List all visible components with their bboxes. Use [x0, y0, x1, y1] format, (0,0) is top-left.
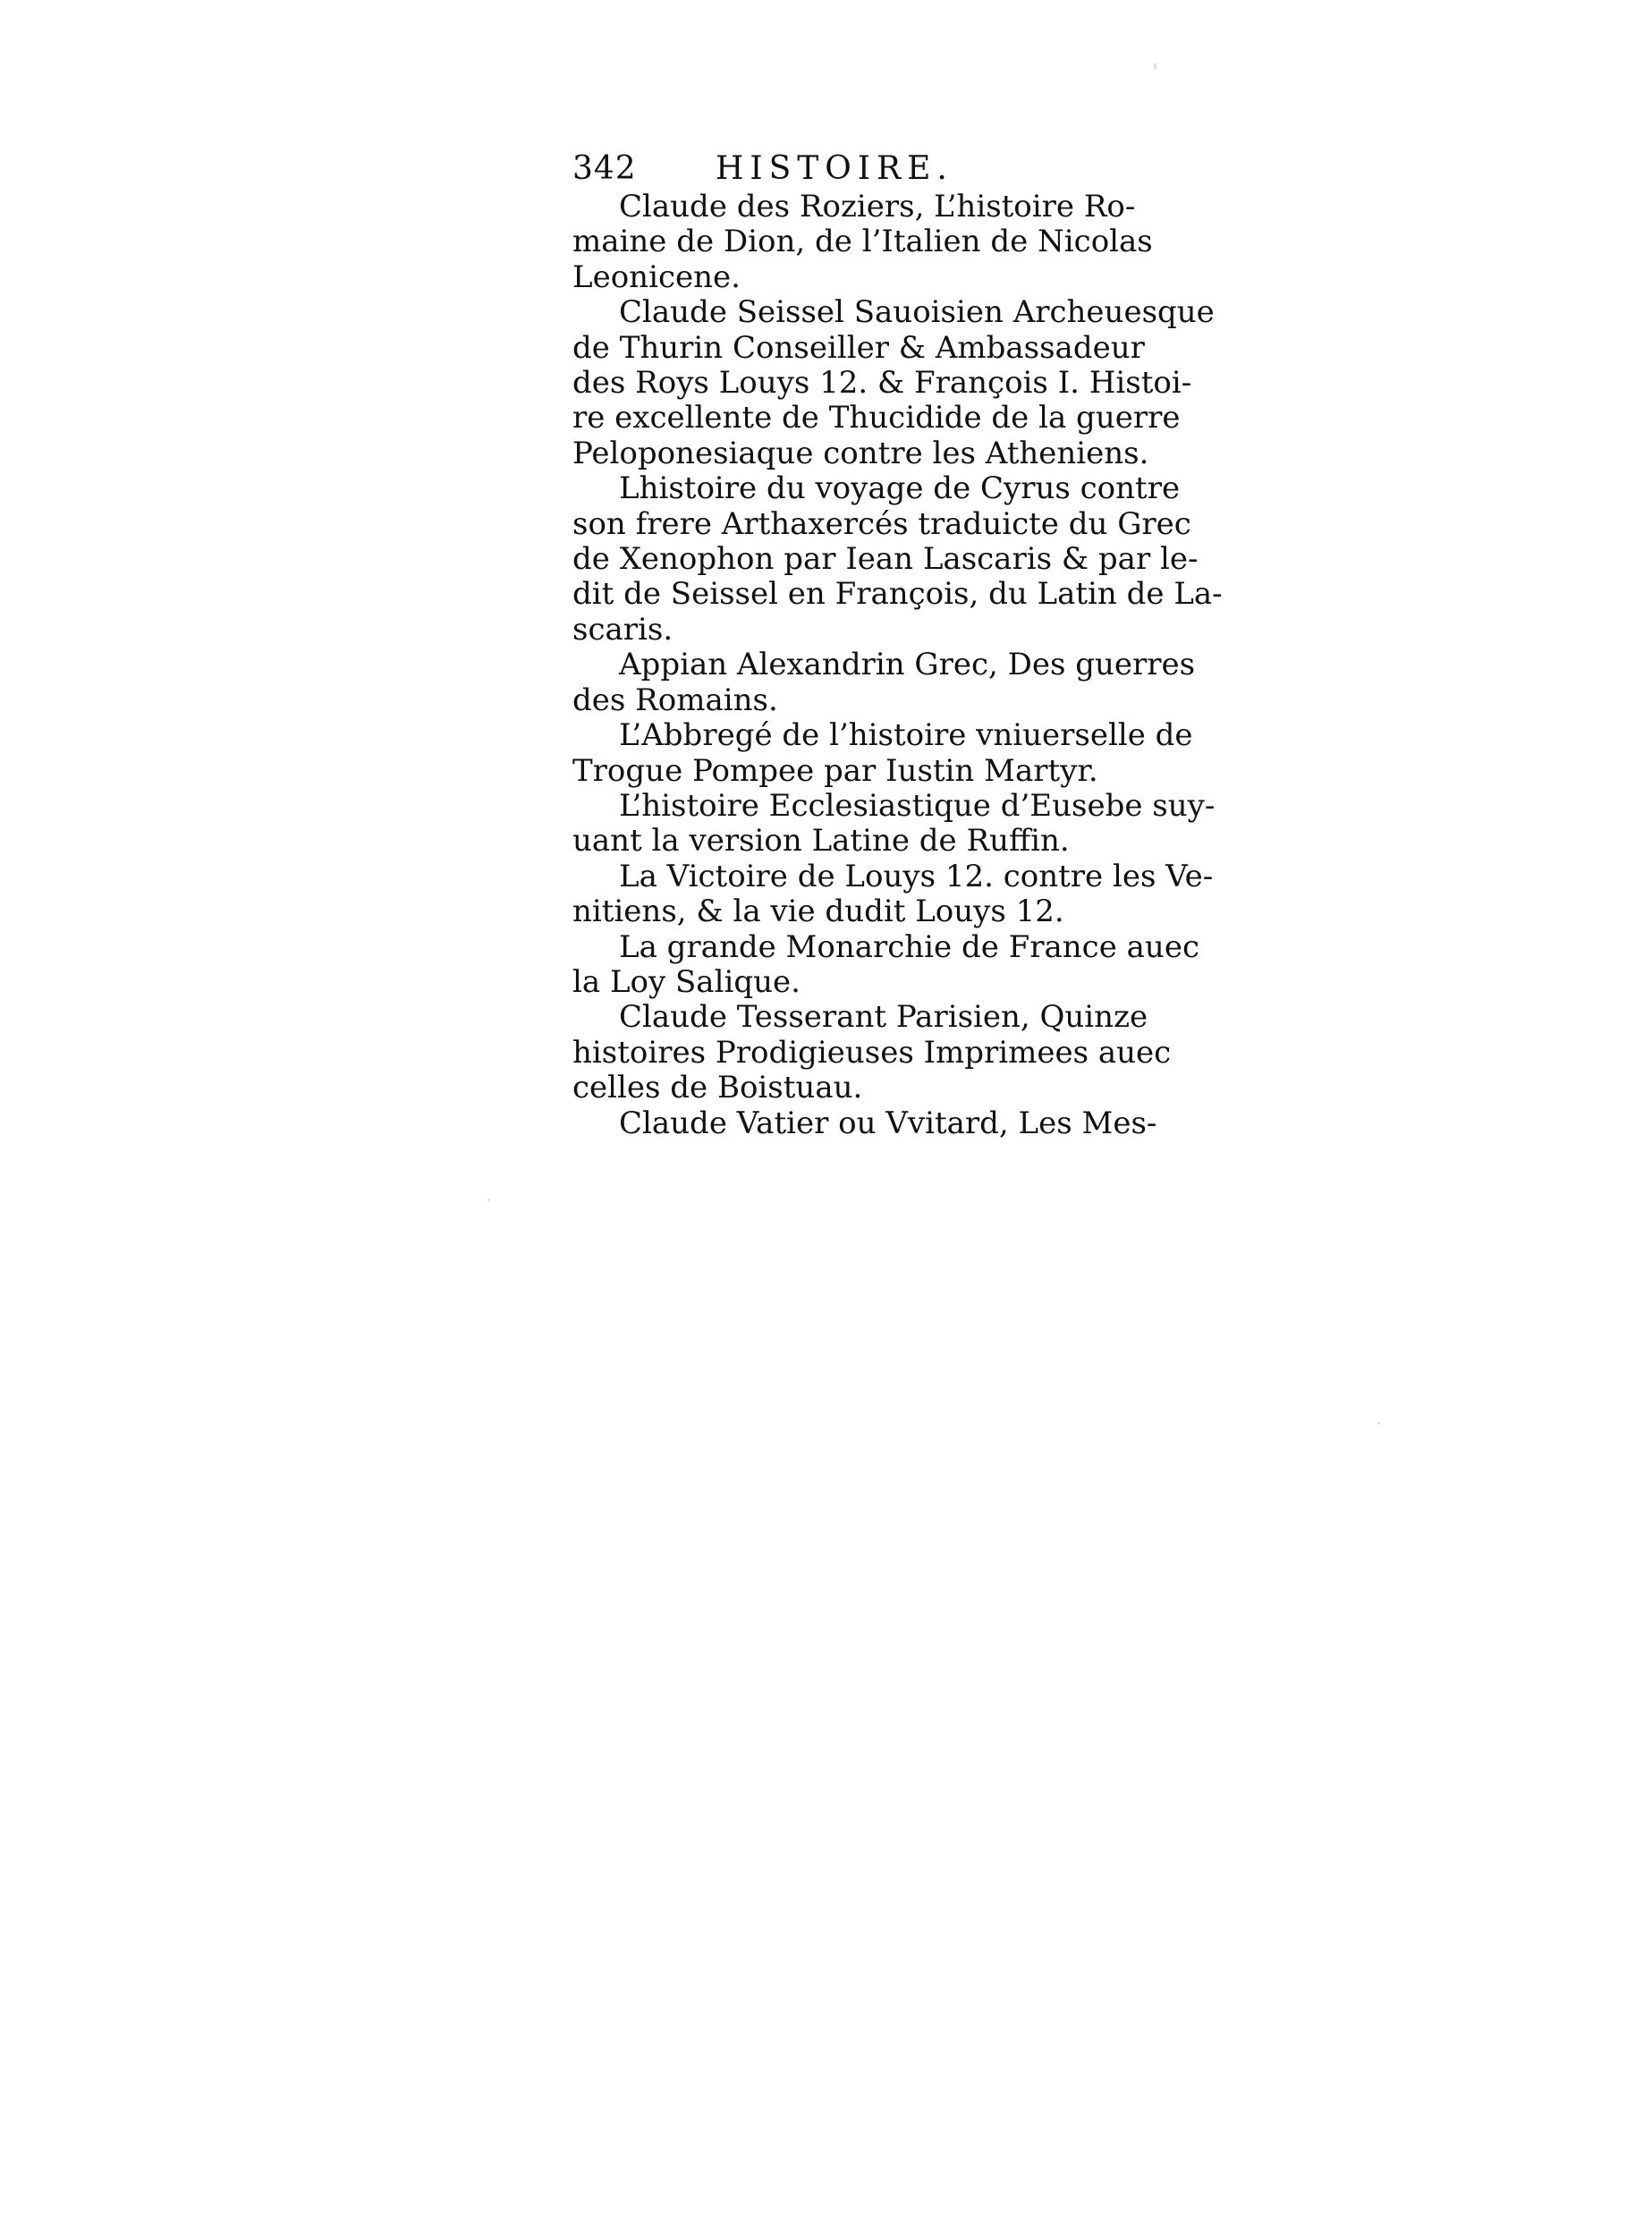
text-line: Claude Vatier ou Vvitard, Les Mes- [619, 1105, 1157, 1141]
text-line: dit de Seissel en François, du Latin de La- [572, 576, 1223, 613]
text-line: son frere Arthaxercés traduicte du Grec [572, 505, 1191, 542]
text-line: uant la version Latine de Ruffin. [572, 823, 1070, 860]
page-header [572, 148, 1120, 190]
text-line: Peloponesiaque contre les Atheniens. [572, 435, 1149, 471]
text-block [572, 148, 1223, 1141]
text-line: La grande Monarchie de France auec [619, 928, 1199, 965]
text-line: scaris. [572, 611, 674, 648]
text-line: La Victoire de Louys 12. contre les Ve- [619, 858, 1214, 894]
text-line: Appian Alexandrin Grec, Des guerres [619, 647, 1196, 683]
running-title: HISTOIRE. [716, 150, 953, 187]
text-line: des Roys Louys 12. & François I. Histoi- [572, 365, 1192, 402]
text-line: Leonicene. [572, 258, 741, 295]
text-line: des Romains. [572, 682, 778, 718]
text-line: de Xenophon par Iean Lascaris & par le- [572, 541, 1199, 578]
text-line: Claude Tesserant Parisien, Quinze [619, 999, 1148, 1036]
text-line: L’Abbregé de l’histoire vniuerselle de [619, 717, 1193, 754]
paper-speck [1377, 1422, 1380, 1425]
body-text [572, 189, 1223, 1141]
paper-speck [1154, 63, 1156, 70]
text-line: la Loy Salique. [572, 963, 801, 1000]
text-line: nitiens, & la vie dudit Louys 12. [572, 894, 1064, 930]
text-line: celles de Boistuau. [572, 1070, 863, 1106]
text-line: Trogue Pompee par Iustin Martyr. [572, 752, 1098, 789]
text-line: Claude des Roziers, L’histoire Ro- [619, 189, 1136, 224]
paper-speck [487, 1198, 490, 1201]
text-line: L’histoire Ecclesiastique d’Eusebe suy- [619, 787, 1216, 824]
text-line: histoires Prodigieuses Imprimees auec [572, 1034, 1172, 1071]
text-line: de Thurin Conseiller & Ambassadeur [572, 329, 1145, 366]
text-line: maine de Dion, de l’Italien de Nicolas [572, 224, 1153, 260]
text-line: Claude Seissel Sauoisien Archeuesque [619, 294, 1215, 331]
text-line: Lhistoire du voyage de Cyrus contre [619, 470, 1181, 507]
page-number: 342 [572, 150, 637, 187]
text-line: re excellente de Thucidide de la guerre [572, 400, 1181, 436]
